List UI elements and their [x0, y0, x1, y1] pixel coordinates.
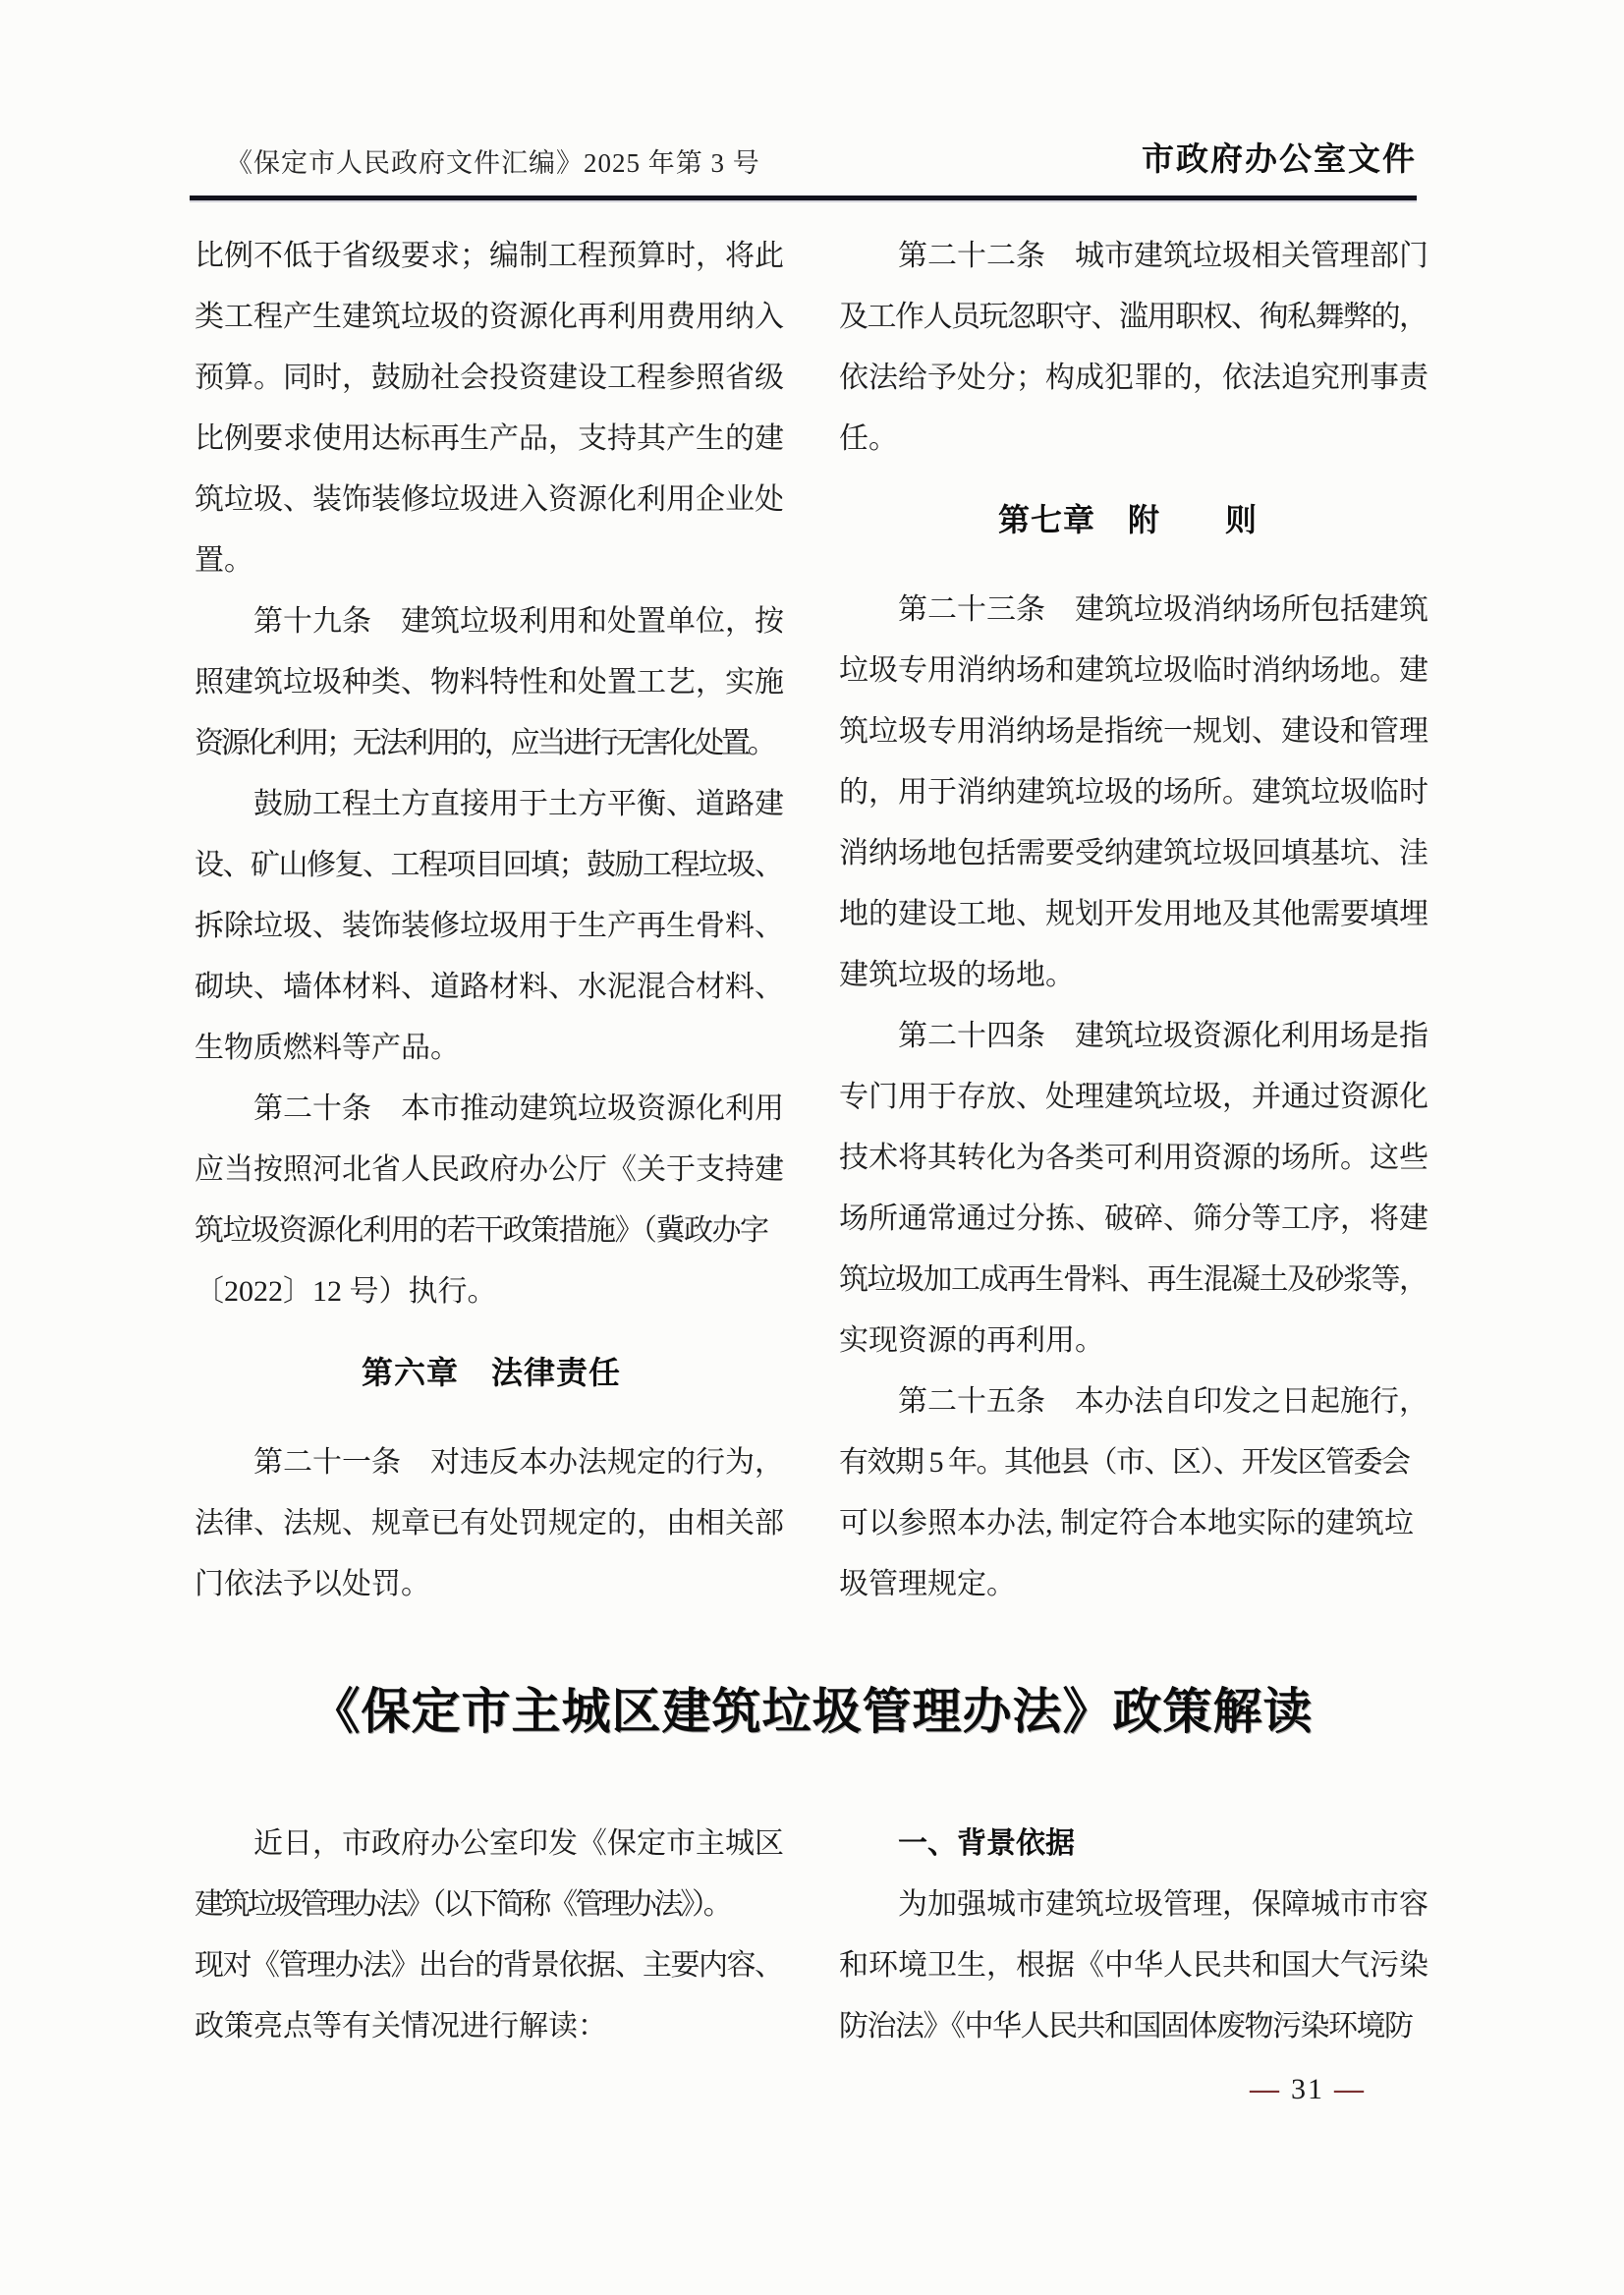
header-publication-title: 《保定市人民政府文件汇编》2025 年第 3 号 [226, 148, 760, 178]
article-23-start-line: 第二十三条 建筑垃圾消纳场所包括建筑 [898, 593, 1428, 626]
text-line: 为加强城市建筑垃圾管理，保障城市市容 [898, 1888, 1428, 1921]
text-line: 比例要求使用达标再生产品，支持其产生的建 [195, 422, 784, 455]
text-line: 建筑垃圾的场地。 [839, 959, 1075, 991]
text-line: 筑垃圾资源化利用的若干政策措施》（冀政办字 [195, 1214, 768, 1247]
text-line: 生物质燃料等产品。 [195, 1032, 460, 1064]
text-line: 防治法》《中华人民共和国固体废物污染环境防 [839, 2010, 1413, 2043]
text-line: 〔2022〕12 号）执行。 [195, 1275, 497, 1308]
text-line: 和环境卫生，根据《中华人民共和国大气污染 [839, 1949, 1428, 1982]
text-line: 现对《管理办法》出台的背景依据、主要内容、 [195, 1949, 783, 1982]
section-heading-background-basis: 一、背景依据 [898, 1827, 1075, 1860]
text-line: 任。 [839, 422, 898, 455]
text-line: 比例不低于省级要求；编制工程预算时，将此 [195, 240, 784, 272]
page-number-value: 31 [1291, 2073, 1324, 2105]
text-line: 政策亮点等有关情况进行解读： [195, 2010, 607, 2043]
interpretation-title: 《保定市主城区建筑垃圾管理办法》政策解读 [310, 1684, 1314, 1739]
article-19-start-line: 第十九条 建筑垃圾利用和处置单位，按 [253, 605, 784, 638]
text-line: 实现资源的再利用。 [839, 1324, 1104, 1357]
page-number-dash-left: — [1250, 2073, 1281, 2105]
text-line: 消纳场地包括需要受纳建筑垃圾回填基坑、洼 [839, 837, 1428, 869]
text-line: 类工程产生建筑垃圾的资源化再利用费用纳入 [195, 301, 784, 333]
text-line: 垃圾专用消纳场和建筑垃圾临时消纳场地。建 [839, 654, 1428, 687]
text-line: 砌块、墙体材料、道路材料、水泥混合材料、 [195, 971, 784, 1003]
text-line: 预算。同时，鼓励社会投资建设工程参照省级 [195, 362, 784, 394]
text-line: 鼓励工程土方直接用于土方平衡、道路建 [253, 788, 784, 820]
text-line: 筑垃圾加工成再生骨料、再生混凝土及砂浆等， [839, 1263, 1428, 1296]
text-line: 的，用于消纳建筑垃圾的场所。建筑垃圾临时 [839, 776, 1428, 809]
text-line: 依法给予处分；构成犯罪的，依法追究刑事责 [839, 362, 1428, 394]
interpretation-left-column [195, 1814, 788, 2057]
text-line: 应当按照河北省人民政府办公厅《关于支持建 [195, 1153, 784, 1186]
text-line: 照建筑垃圾种类、物料特性和处置工艺，实施 [195, 666, 784, 699]
chapter-heading-chapter6: 第六章 法律责任 [361, 1355, 621, 1390]
text-line: 技术将其转化为各类可利用资源的场所。这些 [839, 1142, 1428, 1174]
article-24-start-line: 第二十四条 建筑垃圾资源化利用场是指 [898, 1020, 1428, 1052]
article-20-start-line: 第二十条 本市推动建筑垃圾资源化利用 [253, 1092, 784, 1125]
text-line: 筑垃圾专用消纳场是指统一规划、建设和管理 [839, 715, 1428, 748]
text-line: 拆除垃圾、装饰装修垃圾用于生产再生骨料、 [195, 910, 784, 942]
text-line: 门依法予以处罚。 [195, 1568, 430, 1600]
text-line: 设、矿山修复、工程项目回填；鼓励工程垃圾、 [195, 849, 783, 881]
page-number [1240, 2073, 1375, 2106]
header-rule [190, 196, 1417, 200]
regulation-left-column [195, 226, 788, 1615]
text-line: 置。 [195, 544, 253, 577]
text-line: 圾管理规定。 [839, 1568, 1016, 1600]
text-line: 及工作人员玩忽职守、滥用职权、徇私舞弊的， [839, 301, 1428, 333]
text-line: 筑垃圾、装饰装修垃圾进入资源化利用企业处 [195, 483, 784, 516]
article-21-start-line: 第二十一条 对违反本办法规定的行为， [253, 1446, 784, 1479]
text-line: 有效期 5 年。其他县（市、区）、开发区管委会 [839, 1446, 1410, 1479]
page-number-dash-right: — [1334, 2073, 1366, 2105]
text-line: 场所通常通过分拣、破碎、筛分等工序，将建 [839, 1203, 1428, 1235]
chapter-heading-chapter7: 第七章 附 则 [997, 502, 1258, 537]
interpretation-right-column [839, 1814, 1428, 2057]
header-doc-category: 市政府办公室文件 [1142, 140, 1417, 177]
text-line: 近日，市政府办公室印发《保定市主城区 [253, 1827, 784, 1860]
text-line: 资源化利用；无法利用的，应当进行无害化处置。 [195, 727, 774, 759]
text-line: 专门用于存放、处理建筑垃圾，并通过资源化 [839, 1081, 1428, 1113]
text-line: 法律、法规、规章已有处罚规定的，由相关部 [195, 1507, 784, 1539]
article-22-start-line: 第二十二条 城市建筑垃圾相关管理部门 [898, 240, 1428, 272]
text-line: 建筑垃圾管理办法》（以下简称《管理办法》）。 [195, 1888, 730, 1921]
regulation-right-column [839, 226, 1428, 1615]
text-line: 地的建设工地、规划开发用地及其他需要填埋 [839, 898, 1428, 930]
article-25-start-line: 第二十五条 本办法自印发之日起施行， [898, 1385, 1428, 1418]
text-line: 可以参照本办法, 制定符合本地实际的建筑垃 [839, 1507, 1414, 1539]
